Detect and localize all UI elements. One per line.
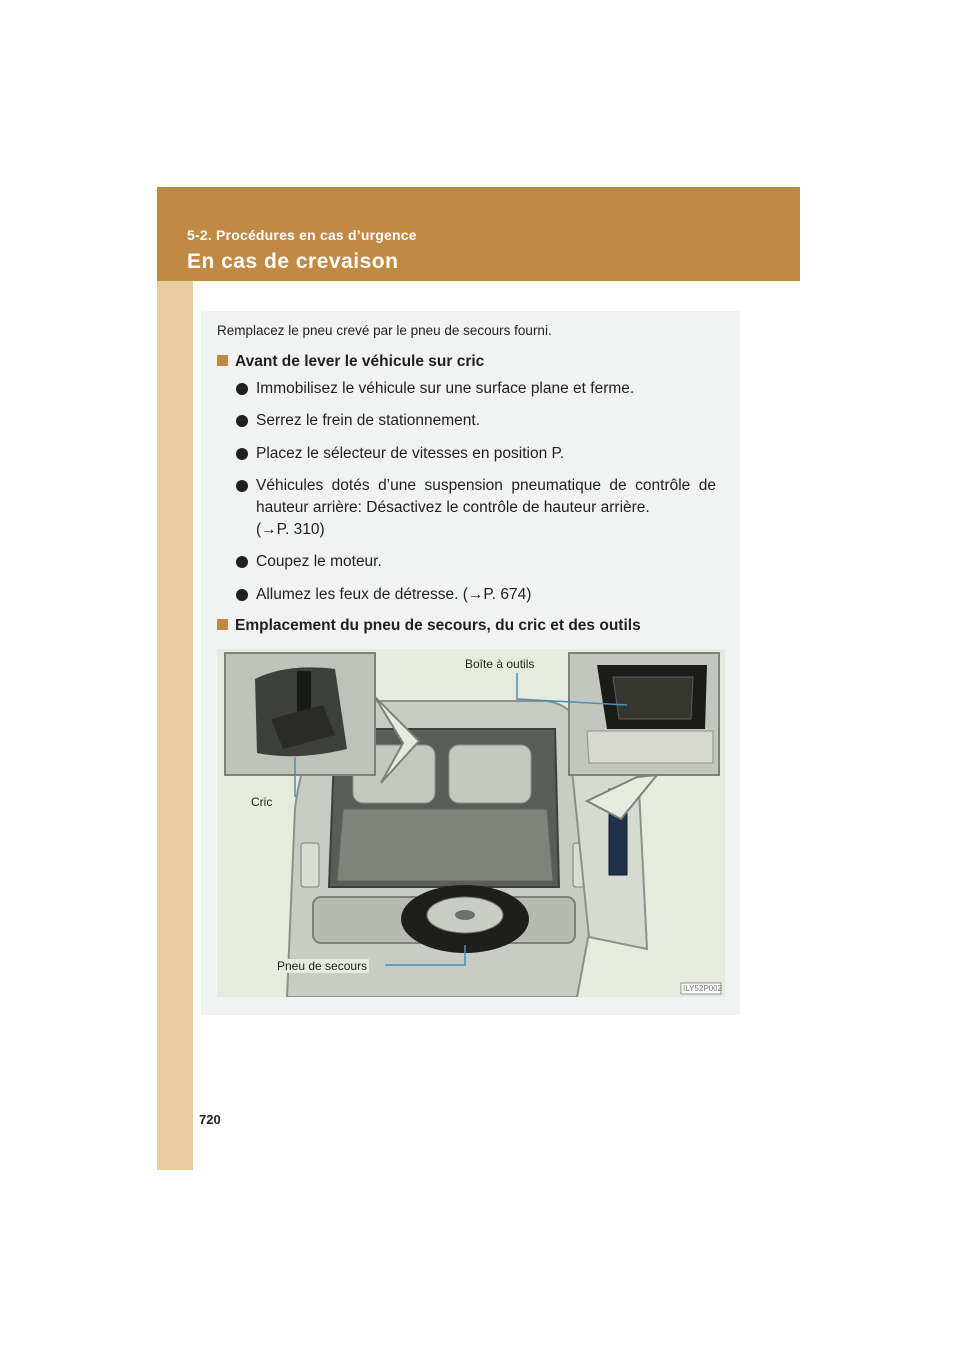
- section-heading-spare-location: Emplacement du pneu de secours, du cric et des outils: [217, 617, 641, 635]
- toolbox-inset-icon: [569, 653, 719, 775]
- bullet-item: Allumez les feux de détresse. (→P. 674): [236, 584, 716, 606]
- page-number: 720: [199, 1112, 221, 1127]
- spare-tire-icon: [401, 885, 529, 953]
- page-reference: (→P. 310): [256, 521, 325, 538]
- header-band: [157, 187, 800, 281]
- intro-text: Remplacez le pneu crevé par le pneu de secours fourni.: [217, 323, 552, 338]
- bullet-dot-icon: [236, 480, 248, 492]
- content-box: [201, 311, 740, 1015]
- bullet-item: Immobilisez le véhicule sur une surface plane et ferme.: [236, 378, 716, 400]
- square-bullet-icon: [217, 355, 228, 366]
- vehicle-illustration: [217, 649, 725, 997]
- square-bullet-icon: [217, 619, 228, 630]
- bullet-item: Véhicules dotés d’une suspension pneumatique de contrôle de hauteur arrière: Désactivez le contrôle de hauteur arrière. (→P. 310): [236, 475, 716, 541]
- page-title: En cas de crevaison: [187, 250, 399, 273]
- bullet-item: Serrez le frein de stationnement.: [236, 410, 716, 432]
- vehicle-illustration-svg: [217, 649, 725, 997]
- bullet-dot-icon: [236, 556, 248, 568]
- bullet-dot-icon: [236, 589, 248, 601]
- bullet-item: Placez le sélecteur de vitesses en position P.: [236, 443, 716, 465]
- figure-code: ILY52P002: [683, 984, 722, 993]
- side-strip: [157, 187, 193, 1170]
- jack-label: Cric: [251, 795, 273, 809]
- section-heading-before-jacking: Avant de lever le véhicule sur cric: [217, 353, 484, 371]
- section-label: 5-2. Procédures en cas d’urgence: [187, 227, 417, 243]
- spare-tire-label: Pneu de secours: [277, 959, 368, 973]
- toolbox-label: Boîte à outils: [465, 657, 535, 671]
- bullet-dot-icon: [236, 448, 248, 460]
- jack-inset-icon: [225, 653, 375, 775]
- bullet-dot-icon: [236, 383, 248, 395]
- bullet-item: Coupez le moteur.: [236, 551, 716, 573]
- bullet-dot-icon: [236, 415, 248, 427]
